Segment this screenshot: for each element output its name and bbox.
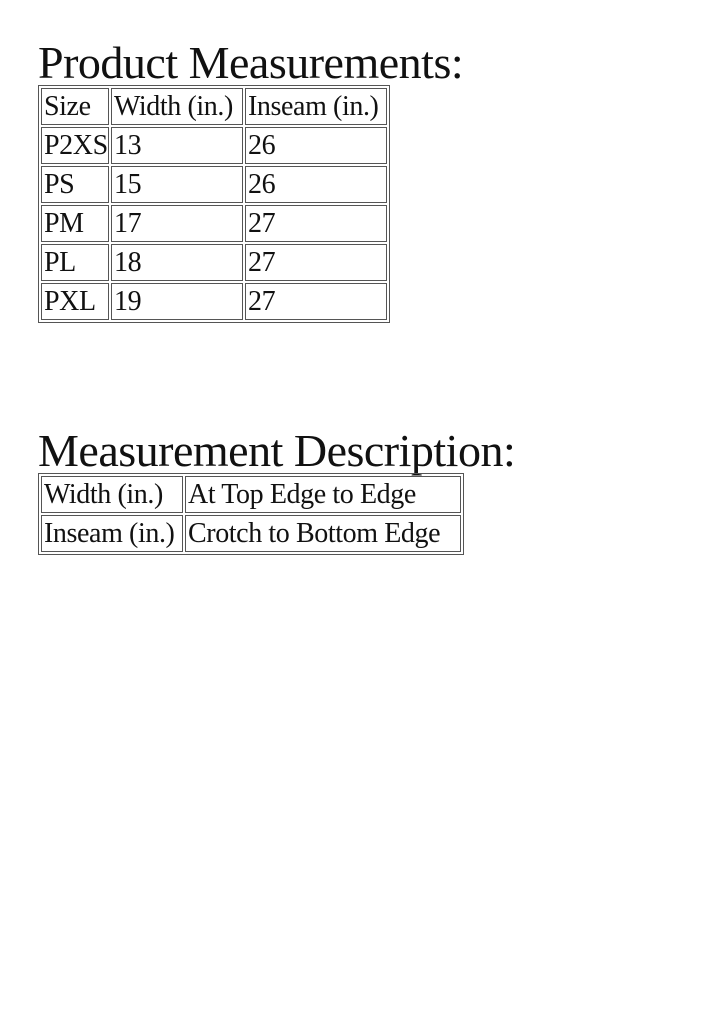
table-row <box>41 515 461 552</box>
width-cell: 19 <box>111 283 243 320</box>
measurement-description-heading: Measurement Description: <box>38 425 516 476</box>
table-row <box>41 127 387 164</box>
measurement-name-cell: Width (in.) <box>41 476 183 513</box>
measurement-name-cell: Inseam (in.) <box>41 515 183 552</box>
table-row <box>41 283 387 320</box>
size-cell: P2XS <box>41 127 109 164</box>
width-cell: 18 <box>111 244 243 281</box>
table-row <box>41 244 387 281</box>
width-cell: 15 <box>111 166 243 203</box>
inseam-cell: 26 <box>245 127 387 164</box>
inseam-cell: 27 <box>245 283 387 320</box>
table-row <box>41 476 461 513</box>
size-cell: PL <box>41 244 109 281</box>
measurement-method-cell: Crotch to Bottom Edge <box>185 515 461 552</box>
width-cell: 17 <box>111 205 243 242</box>
size-cell: PM <box>41 205 109 242</box>
table-header-row <box>41 88 387 125</box>
product-measurements-table <box>38 85 390 323</box>
width-cell: 13 <box>111 127 243 164</box>
column-header-inseam: Inseam (in.) <box>245 88 387 125</box>
column-header-size: Size <box>41 88 109 125</box>
table-row <box>41 166 387 203</box>
measurement-method-cell: At Top Edge to Edge <box>185 476 461 513</box>
column-header-width: Width (in.) <box>111 88 243 125</box>
product-measurements-heading: Product Measurements: <box>38 37 464 88</box>
inseam-cell: 27 <box>245 244 387 281</box>
measurement-description-table <box>38 473 464 555</box>
inseam-cell: 27 <box>245 205 387 242</box>
size-cell: PXL <box>41 283 109 320</box>
inseam-cell: 26 <box>245 166 387 203</box>
size-cell: PS <box>41 166 109 203</box>
table-row <box>41 205 387 242</box>
